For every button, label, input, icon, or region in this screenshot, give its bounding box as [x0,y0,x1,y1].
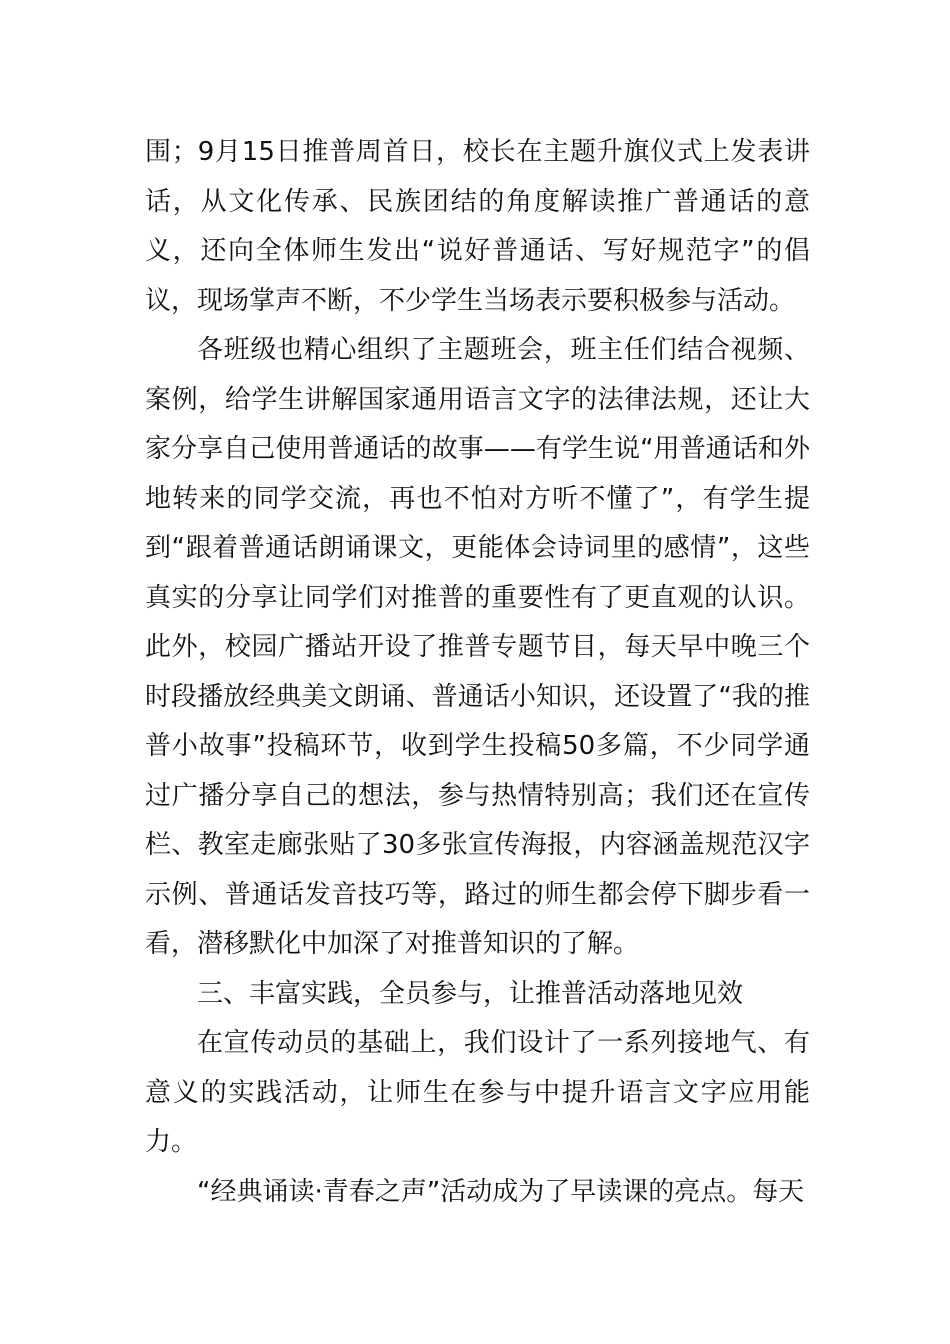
paragraph-practice-intro: 在宣传动员的基础上，我们设计了一系列接地气、有意义的实践活动，让师生在参与中提升语言文字应用能力。 [145,1028,810,1157]
paragraph-class-meetings: 各班级也精心组织了主题班会，班主任们结合视频、案例，给学生讲解国家通用语言文字的法律法规，还让大家分享自己使用普通话的故事——有学生说“用普通话和外地转来的同学交流，再也不怕对方听不懂了”，有学生提到“跟着普通话朗诵课文，更能体会诗词里的感情”，这些真实的分享让同学们对推普的重要性有了更直观的认识。此外，校园广播站开设了推普专题节目，每天早中晚三个时段播放经典美文朗诵、普通话小知识，还设置了“我的推普小故事”投稿环节，收到学生投稿50多篇，不少同学通过广播分享自己的想法，参与热情特别高；我们还在宣传栏、教室走廊张贴了30多张宣传海报，内容涵盖规范汉字示例、普通话发音技巧等，路过的师生都会停下脚步看一看，潜移默化中加深了对推普知识的了解。 [145,335,810,959]
section-heading-practice: 三、丰富实践，全员参与，让推普活动落地见效 [197,978,744,1009]
paragraph-classic-reading: “经典诵读·青春之声”活动成为了早读课的亮点。每天 [197,1176,805,1207]
document-body [145,128,810,1217]
paragraph-continued: 围；9月15日推普周首日，校长在主题升旗仪式上发表讲话，从文化传承、民族团结的角度解读推广普通话的意义，还向全体师生发出“说好普通话、写好规范字”的倡议，现场掌声不断，不少学生当场表示要积极参与活动。 [145,137,810,316]
